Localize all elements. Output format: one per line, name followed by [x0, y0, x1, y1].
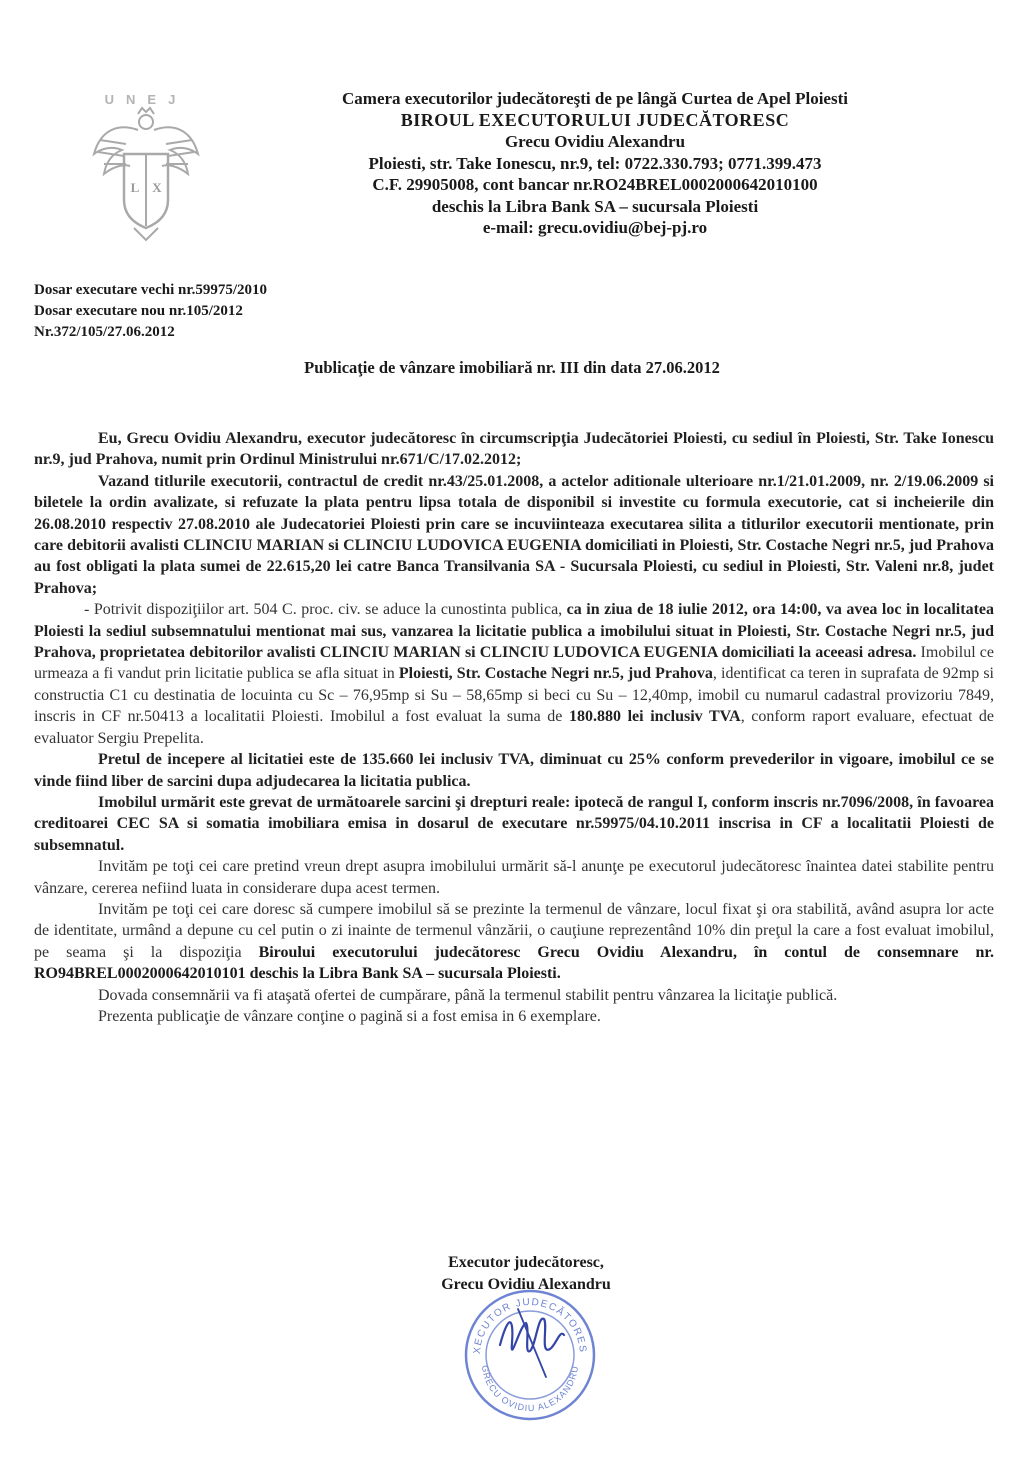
stamp-icon [460, 1285, 600, 1425]
svg-text:L: L [130, 180, 140, 195]
paragraph-titles: Vazand titlurile executorii, contractul de credit nr.43/25.01.2008, a actelor aditionale ulterioare nr.1/21.01.2009, nr. 2/19.06.2009 si biletele la ordin avalizate, si refuzate la plata pentru lipsa totala de disponibil si investite cu formula executorie, cat si incheierile din 26.08.2010 respectiv 27.08.2010 ale Judecatoriei Ploiesti prin care se incuviinteaza executarea silita a titlurilor executorii mentionate, prin care debitorii avalisti CLINCIU MARIAN si CLINCIU LUDOVICA EUGENIA domiciliati in Ploiesti, Str. Costache Negri nr.5, jud Prahova au fost obligati la plata sumei de 22.615,20 lei catre Banca Transilvania SA - Sucursala Ploiesti, cu sediul in Ploiesti, Str. Valeni nr.8, judet Prahova; [34, 472, 994, 597]
paragraph-buyers-invitation [34, 899, 994, 985]
letterhead-office: BIROUL EXECUTORULUI JUDECĂTORESC [400, 109, 790, 130]
deposit-account: Biroului executorului judecătoresc Grecu Ovidiu Alexandru, în contul de consemnare nr. RO94BREL0002000642010101 deschis la Libra Bank SA – sucursala Ploiesti. [34, 943, 995, 983]
unej-emblem [86, 92, 206, 242]
paragraph-encumbrances: Imobilul urmărit este grevat de următoarele sarcini şi drepturi reale: ipotecă de rangul I, conform inscris nr.7096/2008, în favoarea creditoarei CEC SA si somatia imobiliara emisa in dosarul de executare nr.59975/04.10.2011 inscrisa in CF a localitatii Ploiesti de subsemnatul. [34, 793, 994, 854]
paragraph-claims-invitation: Invităm pe toţi cei care pretind vreun drept asupra imobilului urmărit să-l anunţe pe executorul judecătoresc înaintea datei stabilite pentru vânzare, cererea nefiind luata in considerare dupa acest termen. [34, 858, 994, 897]
sale-notice-date: ca in ziua de 18 iulie 2012, ora 14:00, va avea loc in localitatea Ploiesti la sediul subsemnatului mentionat mai sus, vanzarea la licitatie publica a imobilului situat in Ploiesti, Str. Costache Negri nr.5, jud Prahova, proprietatea debitorilor avalisti CLINCIU MARIAN si CLINCIU LUDOVICA EUGENIA domiciliati la aceeasi adresa. [34, 601, 995, 662]
letterhead-address: Ploiesti, str. Take Ionescu, nr.9, tel: 0722.330.793; 0771.399.473 [368, 153, 822, 173]
sale-notice-legal-basis: - Potrivit dispoziţiilor art. 504 C. proc. civ. se aduce la cunostinta publica, [84, 601, 567, 619]
coat-of-arms-icon [86, 92, 206, 242]
letterhead-bank: deschis la Libra Bank SA – sucursala Ploiesti [431, 196, 759, 216]
paragraph-intro: Eu, Grecu Ovidiu Alexandru, executor judecătoresc în circumscripţia Judecătoriei Ploiesti, cu sediul în Ploiesti, Str. Take Ionescu nr.9, jud Prahova, numit prin Ordinul Ministrului nr.671/C/17.02.2012; [34, 430, 994, 469]
letterhead-chamber: Camera executorilor judecătoreşti de pe lângă Curtea de Apel Ploiesti [342, 89, 848, 108]
paragraph-copies: Prezenta publicaţie de vânzare conţine o pagină si a fost emisa in 6 exemplare. [98, 1007, 601, 1025]
paragraph-starting-price: Pretul de incepere al licitatiei este de 135.660 lei inclusiv TVA, diminuat cu 25% conform prevederilor in vigoare, imobilul ce se vinde fiind liber de sarcini dupa adjudecarea la licitatia publica. [34, 751, 994, 790]
stamp-text-bottom: GRECU OVIDIU ALEXANDRU [479, 1364, 581, 1414]
official-stamp [460, 1285, 600, 1425]
letterhead-email: e-mail: grecu.ovidiu@bej-pj.ro [482, 218, 708, 237]
stamp-text-top: XECUTOR JUDECĂTORES [471, 1296, 589, 1355]
file-references [34, 280, 267, 343]
sale-notice-valuation: 180.880 lei inclusiv TVA [569, 708, 741, 726]
svg-text:X: X [152, 180, 162, 195]
svg-text:GRECU OVIDIU ALEXANDRU [480, 1365, 580, 1414]
document-number: Nr.372/105/27.06.2012 [34, 324, 175, 340]
emblem-label: UNEJ [104, 92, 188, 107]
old-file-number: Dosar executare vechi nr.59975/2010 [34, 282, 268, 298]
sale-notice-address: Ploiesti, Str. Costache Negri nr.5, jud Prahova [398, 665, 713, 683]
sale-notice-evaluator: , conform raport evaluare, efectuat de evaluator Sergiu Prepelita. [34, 708, 995, 747]
sale-notice-description: , identificat ca teren in suprafata de 92mp si constructia C1 cu destinatia de locuinta cu Sc – 76,95mp si Su – 58,65mp si beci cu Su – 12,40mp, imobil cu numarul cadastral provizoriu 7849, inscris in CF nr.50413 a localitatii Ploiesti. Imobilul a fost evaluat la suma de [34, 665, 995, 726]
letterhead-name: Grecu Ovidiu Alexandru [504, 132, 686, 151]
sale-notice-location-intro: Imobilul ce urmeaza a fi vandut prin licitatie publica se afla situat in [34, 644, 995, 683]
paragraph-deposit-proof: Dovada consemnării va fi ataşată ofertei de cumpărare, până la termenul stabilit pentru vânzarea la licitaţie publică. [98, 986, 838, 1004]
signature-role: Executor judecătoresc, [448, 1254, 604, 1271]
buyers-invitation-text: Invităm pe toţi cei care doresc să cumpere imobilul să se prezinte la termenul de vânzare, locul fixat şi ora stabilită, având asupra lor acte de identitate, urmând a depune cu cel putin o zi inainte de termenul vânzării, o cauţiune reprezentând 10% din preţul la care a fost evaluat imobilul, pe seama şi la dispoziţia [34, 900, 994, 961]
signature-name: Grecu Ovidiu Alexandru [441, 1276, 611, 1293]
letterhead-bank-account: C.F. 29905008, cont bancar nr.RO24BREL0002000642010100 [372, 175, 818, 194]
letterhead [250, 88, 940, 239]
new-file-number: Dosar executare nou nr.105/2012 [34, 303, 243, 319]
document-body [34, 428, 994, 1027]
svg-text:EXECUTOR JUDECĂTORESC [460, 1285, 588, 1354]
document-title: Publicaţie de vânzare imobiliară nr. III din data 27.06.2012 [304, 358, 720, 377]
paragraph-sale-notice [34, 599, 994, 749]
